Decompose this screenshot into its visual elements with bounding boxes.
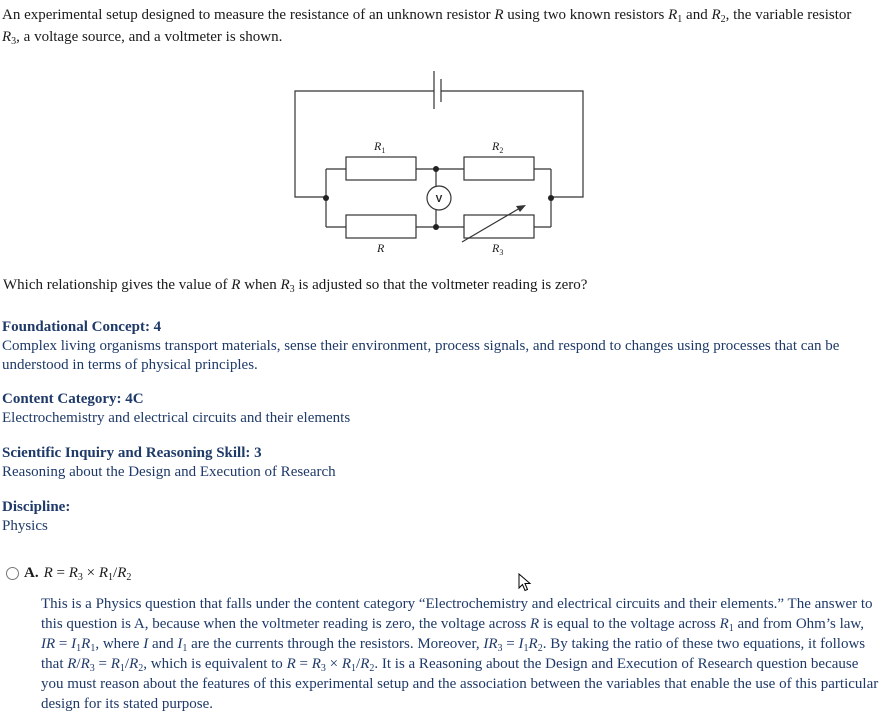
- subscript: 2: [126, 572, 132, 583]
- var: R: [81, 636, 91, 652]
- resistor-r1: [346, 157, 416, 180]
- operator: /: [113, 565, 118, 581]
- stem-text: , the variable resistor: [725, 7, 852, 23]
- subscript: 2: [138, 663, 144, 674]
- label-r2: $R_2$: [492, 139, 504, 155]
- category-heading: Discipline:: [2, 499, 71, 515]
- category-body: Complex living organisms transport materials, sense their environment, process signals, and respond to changes using processes that can be understood in terms of physical principles.: [2, 338, 840, 373]
- var: R: [530, 616, 540, 632]
- var: IR: [41, 636, 56, 652]
- subscript: 2: [720, 14, 726, 25]
- category-body: Physics: [2, 518, 48, 534]
- voltmeter-label: V: [435, 194, 443, 205]
- option-formula: [44, 565, 132, 582]
- var: R: [311, 656, 321, 672]
- subscript: 1: [90, 643, 96, 654]
- explain-text: This is a Physics question that falls under the content category “Electrochemistry and electrical circuits and their elements.” The answer to this question is A, because when the voltmeter reading is zero, the voltage across: [41, 596, 873, 632]
- var: R: [68, 565, 78, 581]
- var: I: [143, 636, 149, 652]
- question-stem: [2, 4, 872, 48]
- operator: =: [52, 565, 69, 581]
- stem-text: , a voltage source, and a voltmeter is shown.: [16, 29, 283, 45]
- question-prompt: [3, 277, 587, 294]
- prompt-text: when: [240, 277, 281, 293]
- var: R: [80, 656, 90, 672]
- explain-text: , where: [95, 636, 144, 652]
- category-skill: [2, 444, 880, 482]
- explain-text: . By taking the ratio of these two equations, it follows that: [41, 636, 866, 672]
- var-r3: R: [2, 29, 12, 45]
- var-r: R: [494, 7, 504, 23]
- stem-text: using two known resistors: [503, 7, 669, 23]
- explain-text: is equal to the voltage across: [539, 616, 720, 632]
- stem-text: An experimental setup designed to measure the resistance of an unknown resistor: [2, 7, 495, 23]
- subscript: 1: [728, 623, 734, 634]
- operator: =: [55, 636, 72, 652]
- subscript: 1: [182, 643, 188, 654]
- operator: /: [356, 656, 361, 672]
- var: R: [341, 656, 352, 672]
- var: I: [518, 636, 524, 652]
- answer-option-a[interactable]: [6, 565, 131, 582]
- variable-arrow-head: [516, 205, 526, 212]
- category-body: Electrochemistry and electrical circuits and their elements: [2, 410, 351, 426]
- explain-text: , which is equivalent to: [143, 656, 287, 672]
- junction-dot: [433, 224, 439, 230]
- subscript: 1: [523, 643, 529, 654]
- label-r1: $R_1$: [374, 139, 386, 155]
- subscript: 3: [89, 663, 95, 674]
- subscript: 3: [320, 663, 326, 674]
- mouse-cursor-icon: [518, 573, 532, 593]
- var-r2: R: [711, 7, 721, 23]
- resistor-r: [346, 215, 416, 238]
- var: R: [719, 616, 729, 632]
- operator: /: [76, 656, 81, 672]
- option-letter: A.: [24, 565, 39, 581]
- explain-text: and from Ohm’s law,: [733, 616, 865, 632]
- var: I: [177, 636, 183, 652]
- wire-top-left: [295, 91, 434, 197]
- explain-text: . It is a Reasoning about the Design and Execution of Research question because you must reason about the features of this experimental setup and the association between the variables that enable the use of this particular design for its stated purpose.: [41, 656, 879, 712]
- subscript: 1: [119, 663, 125, 674]
- category-heading: Foundational Concept: 4: [2, 319, 162, 335]
- label-r3: $R_3$: [492, 241, 504, 257]
- variable-arrow: [462, 208, 520, 242]
- explain-text: are the currents through the resistors. Moreover,: [187, 636, 484, 652]
- var: R: [528, 636, 538, 652]
- junction-dot: [433, 166, 439, 172]
- subscript: 2: [369, 663, 375, 674]
- label-r: R: [377, 241, 385, 255]
- prompt-text: Which relationship gives the value of: [3, 277, 232, 293]
- category-discipline: [2, 498, 880, 536]
- operator: /: [124, 656, 130, 672]
- explain-text: and: [148, 636, 178, 652]
- var: IR: [483, 636, 498, 652]
- var: R: [286, 656, 296, 672]
- subscript: 1: [108, 572, 114, 583]
- radio-button[interactable]: [6, 567, 19, 580]
- operator: =: [295, 656, 312, 672]
- var-r: R: [231, 277, 241, 293]
- var: R: [110, 656, 120, 672]
- subscript: 1: [677, 14, 683, 25]
- var: R: [98, 565, 109, 581]
- operator: =: [94, 656, 111, 672]
- var: R: [360, 656, 370, 672]
- junction-dot: [323, 195, 329, 201]
- var: R: [43, 565, 53, 581]
- wire-top-right: [441, 91, 583, 197]
- var-r3: R: [280, 277, 290, 293]
- var: R: [129, 656, 139, 672]
- subscript: 3: [77, 572, 83, 583]
- prompt-text: is adjusted so that the voltmeter reading is zero?: [294, 277, 588, 293]
- category-heading: Scientific Inquiry and Reasoning Skill: 3: [2, 445, 262, 461]
- junction-dot: [548, 195, 554, 201]
- circuit-diagram: [290, 62, 590, 262]
- var: I: [71, 636, 77, 652]
- var-r1: R: [668, 7, 678, 23]
- category-heading: Content Category: 4C: [2, 391, 144, 407]
- subscript: 1: [351, 663, 357, 674]
- resistor-r2: [464, 157, 534, 180]
- operator: =: [502, 636, 519, 652]
- category-body: Reasoning about the Design and Execution of Research: [2, 464, 336, 480]
- category-content: [2, 390, 880, 428]
- subscript: 3: [289, 284, 295, 295]
- category-foundational-concept: [2, 318, 880, 375]
- var: R: [67, 656, 77, 672]
- subscript: 1: [76, 643, 82, 654]
- var: R: [117, 565, 127, 581]
- operator: ×: [325, 656, 342, 672]
- stem-text: and: [682, 7, 712, 23]
- subscript: 3: [11, 36, 17, 47]
- subscript: 3: [497, 643, 503, 654]
- operator: ×: [82, 565, 99, 581]
- subscript: 2: [537, 643, 543, 654]
- answer-explanation: [41, 594, 879, 714]
